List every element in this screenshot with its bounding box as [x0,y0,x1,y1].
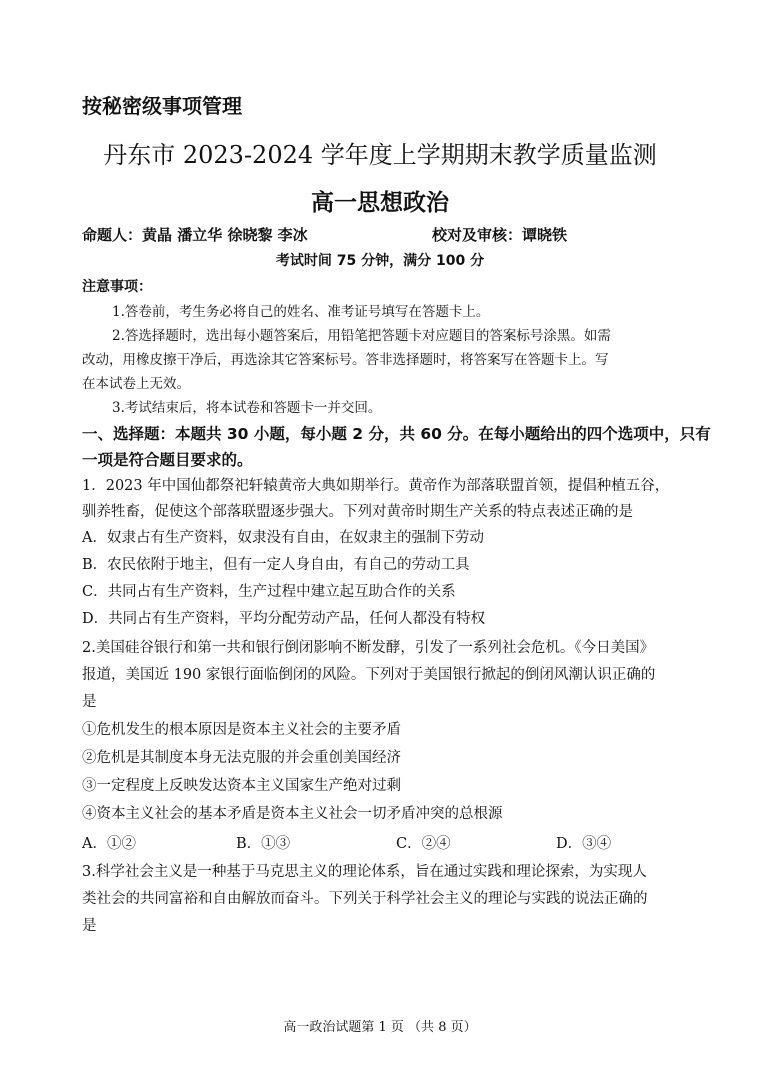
q3-stem-line-2: 类社会的共同富裕和自由解放而奋斗。下列关于科学社会主义的理论与实践的说法正确的 [82,891,648,907]
q2-option-d: D．③④ [556,836,612,852]
notice-heading: 注意事项： [82,279,152,295]
notice-item-3: 3.考试结束后，将本试卷和答题卡一并交回。 [112,400,382,416]
q2-statement-2: ②危机是其制度本身无法克服的并会重创美国经济 [82,750,401,766]
subject-title: 高一思想政治 [311,190,449,216]
q2-stem-line-1: 2.美国硅谷银行和第一共和银行倒闭影响不断发酵，引发了一系列社会危机。《今日美国》 [82,640,655,656]
q2-option-c: C．②④ [396,836,451,852]
secrecy-label: 按秘密级事项管理 [82,94,242,118]
notice-item-2-line-2: 改动，用橡皮擦干净后，再选涂其它答案标号。答非选择题时，将答案写在答题卡上。写 [82,352,609,368]
q1-option-d: D．共同占有生产资料，平均分配劳动产品，任何人都没有特权 [82,611,486,627]
q2-option-b: B．①③ [236,836,291,852]
section-heading-line-1: 一、选择题：本题共 30 小题，每小题 2 分，共 60 分。在每小题给出的四个选项中，只有 [82,425,711,443]
notice-item-1: 1.答卷前，考生务必将自己的姓名、准考证号填写在答题卡上。 [112,304,490,320]
q2-statement-3: ③一定程度上反映发达资本主义国家生产绝对过剩 [82,778,401,794]
q2-stem-line-3: 是 [82,694,97,710]
exam-time-info: 考试时间 75 分钟，满分 100 分 [275,253,485,269]
q1-option-c: C．共同占有生产资料，生产过程中建立起互助合作的关系 [82,584,456,600]
q2-statement-1: ①危机发生的根本原因是资本主义社会的主要矛盾 [82,722,401,738]
q2-option-a: A．①② [82,836,136,852]
notice-item-2-line-3: 在本试卷上无效。 [82,376,190,392]
q1-option-a: A．奴隶占有生产资料，奴隶没有自由，在奴隶主的强制下劳动 [82,530,484,546]
q2-statement-4: ④资本主义社会的基本矛盾是资本主义社会一切矛盾冲突的总根源 [82,806,503,822]
notice-item-2-line-1: 2.答选择题时，选出每小题答案后，用铅笔把答题卡对应题目的答案标号涂黑。如需 [112,328,611,344]
q3-stem-line-1: 3.科学社会主义是一种基于马克思主义的理论体系，旨在通过实践和理论探索，为实现人 [82,864,647,880]
section-heading-line-2: 一项是符合题目要求的。 [82,451,253,469]
q1-stem-line-2: 驯养牲畜，促使这个部落联盟逐步强大。下列对黄帝时期生产关系的特点表述正确的是 [82,504,633,520]
q3-stem-line-3: 是 [82,918,97,934]
authors-line: 命题人：黄晶 潘立华 徐晓黎 李冰 [82,226,308,244]
q2-stem-line-2: 报道，美国近 190 家银行面临倒闭的风险。下列对于美国银行掀起的倒闭风潮认识正确的 [82,667,656,683]
exam-title: 丹东市 2023-2024 学年度上学期期末教学质量监测 [103,141,657,169]
proofreader-line: 校对及审核：谭晓铁 [432,226,568,244]
q1-option-b: B．农民依附于地主，但有一定人身自由，有自己的劳动工具 [82,557,470,573]
q1-stem-line-1: 1．2023 年中国仙都祭祀轩辕黄帝大典如期举行。黄帝作为部落联盟首领，提倡种植五谷， [82,478,670,494]
page-footer: 高一政治试题第 1 页 （共 8 页） [283,1020,477,1035]
